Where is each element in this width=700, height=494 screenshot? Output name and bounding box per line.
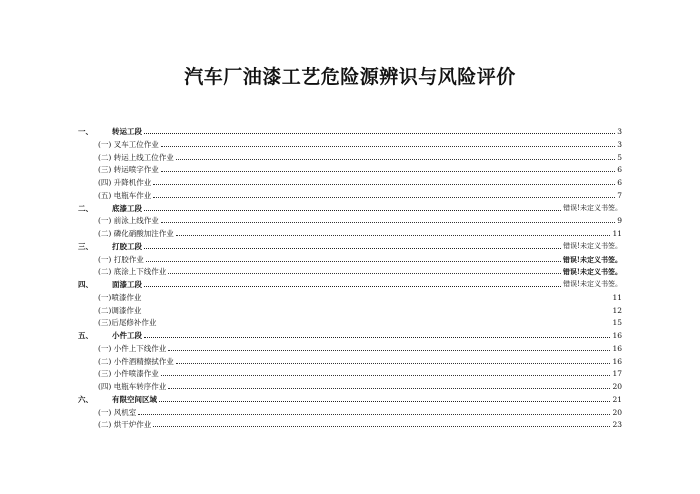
- toc-entry-label: (一) 风机室: [98, 407, 137, 417]
- toc-entry-label: (一) 叉车工位作业: [98, 139, 159, 149]
- toc-entry-label: (四) 升降机作业: [98, 178, 152, 187]
- toc-entry-label: (一)喷漆作业: [98, 292, 142, 302]
- toc-section-entry[interactable]: [78, 201, 622, 213]
- toc-subsection-entry[interactable]: [98, 264, 622, 276]
- toc-section-entry[interactable]: [78, 124, 622, 136]
- toc-dot-leader: [144, 336, 610, 338]
- toc-subsection-entry[interactable]: [98, 150, 622, 162]
- toc-subsection-entry[interactable]: [98, 162, 622, 174]
- toc-page-number: 错误!未定义书签。: [563, 203, 622, 212]
- toc-subsection-entry[interactable]: [98, 354, 622, 366]
- toc-subsection-entry[interactable]: [98, 137, 622, 149]
- toc-dot-leader: [161, 221, 615, 223]
- toc-page-number: 错误!未定义书签。: [562, 267, 622, 277]
- toc-entry-label: (一) 前泳上线作业: [98, 216, 159, 226]
- toc-entry-label: (四) 电瓶车转序作业: [98, 382, 167, 391]
- toc-dot-leader: [153, 196, 615, 198]
- toc-dot-leader: [161, 170, 615, 172]
- toc-subsection-entry[interactable]: [98, 405, 622, 417]
- toc-entry-label: (二) 小件酒精擦拭作业: [98, 356, 174, 366]
- toc-page-number: 21: [612, 394, 622, 404]
- toc-subsection-entry[interactable]: [98, 303, 622, 315]
- toc-subsection-entry[interactable]: [98, 175, 622, 187]
- toc-entry-label: 小件工段: [112, 331, 142, 340]
- toc-dot-leader: [144, 209, 561, 211]
- toc-page-number: 16: [612, 356, 622, 366]
- toc-entry-label: 有限空间区域: [112, 394, 157, 404]
- toc-dot-leader: [159, 400, 610, 402]
- toc-dot-leader: [146, 260, 561, 262]
- toc-section-number: 一、: [78, 127, 93, 136]
- toc-page-number: 3: [617, 139, 622, 149]
- toc-dot-leader: [168, 387, 610, 389]
- toc-entry-label: (二) 磷化硝酸加注作业: [98, 229, 174, 238]
- toc-page-number: 6: [617, 165, 622, 175]
- toc-page-number: 5: [617, 152, 622, 162]
- toc-section-entry[interactable]: [78, 392, 622, 404]
- toc-page-number: 16: [612, 343, 622, 353]
- toc-entry-label: (二)调漆作业: [98, 305, 142, 315]
- toc-dot-leader: [143, 299, 610, 300]
- toc-dot-leader: [144, 132, 615, 134]
- toc-page-number: 20: [612, 407, 622, 417]
- toc-entry-label: 打胶工段: [112, 241, 142, 251]
- toc-entry-label: (三)后尾修补作业: [98, 318, 157, 328]
- toc-entry-label: (三) 小件喷漆作业: [98, 369, 159, 379]
- toc-entry-label: 面漆工段: [112, 280, 142, 289]
- toc-dot-leader: [138, 413, 610, 415]
- toc-dot-leader: [168, 349, 610, 351]
- toc-entry-label: (二) 烘干炉作业: [98, 420, 152, 430]
- toc-dot-leader: [144, 247, 561, 249]
- toc-entry-label: (二) 转运上线工位作业: [98, 152, 174, 162]
- toc-page-number: 16: [612, 331, 622, 340]
- toc-section-number: 二、: [78, 203, 93, 213]
- toc-page-number: 错误!未定义书签。: [563, 241, 622, 250]
- toc-subsection-entry[interactable]: [98, 341, 622, 353]
- toc-dot-leader: [144, 285, 561, 287]
- toc-subsection-entry[interactable]: [98, 226, 622, 238]
- toc-section-number: 五、: [78, 331, 93, 340]
- toc-page-number: 20: [612, 382, 622, 391]
- toc-entry-label: 转运工段: [112, 127, 142, 136]
- toc-page-number: 错误!未定义书签。: [563, 280, 622, 288]
- toc-dot-leader: [161, 145, 615, 147]
- toc-dot-leader: [158, 324, 610, 325]
- toc-entry-label: (五) 电瓶车作业: [98, 190, 152, 200]
- toc-dot-leader: [168, 272, 561, 274]
- toc-page-number: 9: [617, 216, 622, 226]
- toc-section-entry[interactable]: [78, 277, 622, 289]
- toc-page-number: 错误!未定义书签。: [562, 254, 622, 264]
- toc-dot-leader: [153, 425, 610, 427]
- toc-subsection-entry[interactable]: [98, 417, 622, 429]
- toc-page-number: 6: [617, 178, 622, 187]
- toc-dot-leader: [176, 362, 611, 364]
- toc-subsection-entry[interactable]: [98, 188, 622, 200]
- toc-subsection-entry[interactable]: [98, 315, 622, 327]
- toc-dot-leader: [161, 374, 611, 376]
- toc-section-entry[interactable]: [78, 239, 622, 251]
- toc-entry-label: (一) 小件上下线作业: [98, 343, 167, 353]
- toc-section-number: 三、: [78, 241, 93, 251]
- toc-dot-leader: [153, 183, 615, 185]
- toc-page-number: 23: [612, 420, 622, 430]
- toc-subsection-entry[interactable]: [98, 213, 622, 225]
- toc-section-number: 六、: [78, 394, 93, 404]
- toc-entry-label: (三) 转运喷字作业: [98, 165, 159, 175]
- toc-dot-leader: [143, 312, 610, 313]
- toc-page-number: 15: [612, 318, 622, 328]
- toc-dot-leader: [176, 158, 615, 160]
- toc-dot-leader: [176, 234, 611, 236]
- toc-subsection-entry[interactable]: [98, 379, 622, 391]
- toc-entry-label: 底漆工段: [112, 203, 142, 213]
- toc-page-number: 3: [617, 127, 622, 136]
- toc-entry-label: (二) 底涂上下线作业: [98, 267, 167, 277]
- toc-page-number: 11: [612, 292, 622, 302]
- toc-subsection-entry[interactable]: [98, 366, 622, 378]
- toc-page-number: 17: [612, 369, 622, 379]
- toc-section-entry[interactable]: [78, 328, 622, 340]
- toc-entry-label: (一) 打胶作业: [98, 254, 144, 264]
- toc-page-number: 12: [612, 305, 622, 315]
- document-title: 汽车厂油漆工艺危险源辨识与风险评价: [184, 66, 516, 88]
- toc-section-number: 四、: [78, 280, 93, 289]
- toc-subsection-entry[interactable]: [98, 252, 622, 264]
- toc-page-number: 7: [617, 190, 622, 200]
- toc-subsection-entry[interactable]: [98, 290, 622, 302]
- toc-page-number: 11: [612, 229, 622, 238]
